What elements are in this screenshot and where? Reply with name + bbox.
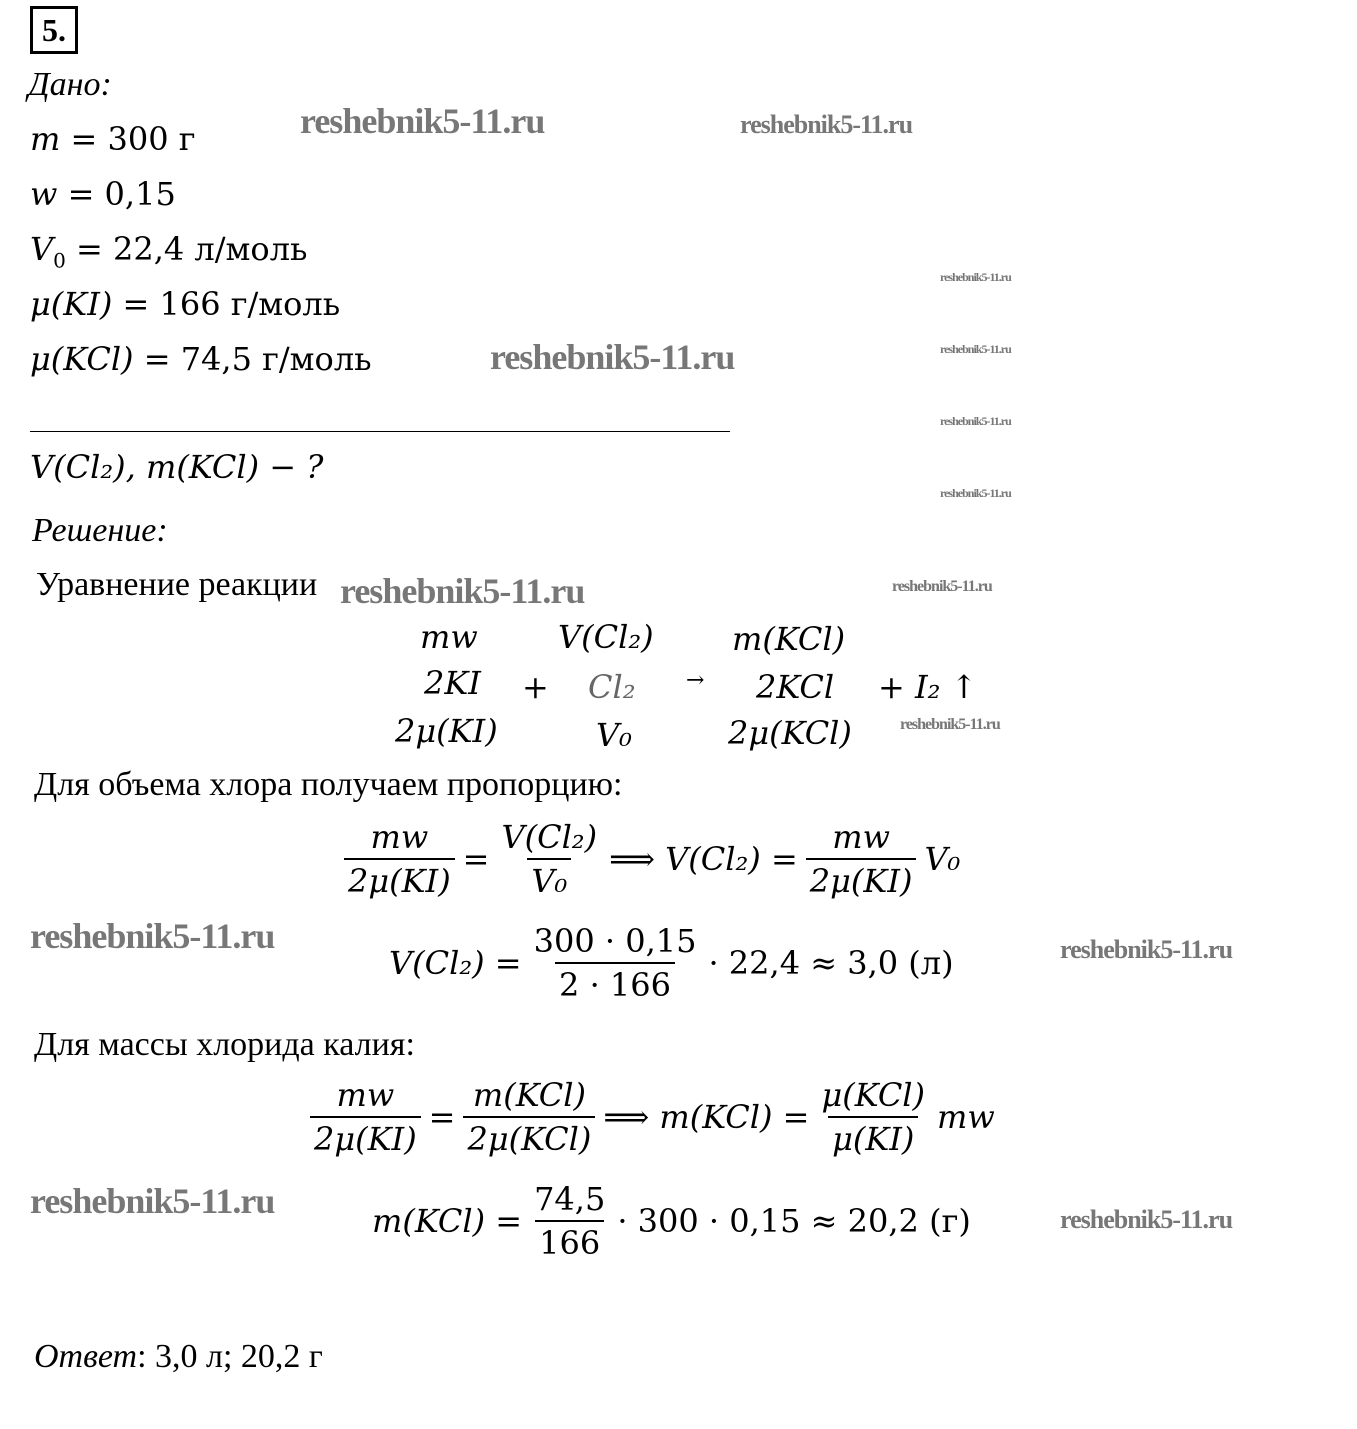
watermark: reshebnik5-11.ru	[940, 270, 1011, 284]
volume-proportion: $\frac{mw}{2\mu(KI)}$ = $\frac{\text{V(Cl₂)}}{\text{V₀}}$ ⟹ V(Cl₂) = $\frac{mw}{2\mu(KI)}$ V₀	[340, 818, 964, 900]
watermark: reshebnik5-11.ru	[740, 110, 913, 139]
divider	[30, 431, 730, 432]
reaction-top-cl2: V(Cl₂)	[558, 618, 654, 656]
watermark: reshebnik5-11.ru	[900, 716, 1000, 733]
answer-label: Ответ	[34, 1338, 138, 1375]
given-molar-mass-ki: μ(KI) = 166 г/моль	[30, 285, 341, 323]
reaction-kcl: 2KCl	[756, 668, 835, 706]
given-molar-volume: $V_0 = 22,4$ л/моль	[30, 230, 308, 273]
watermark: reshebnik5-11.ru	[490, 337, 735, 377]
volume-label: Для объема хлора получаем пропорцию:	[34, 766, 623, 803]
reaction-top-ki: mw	[420, 618, 478, 656]
watermark: reshebnik5-11.ru	[940, 414, 1011, 428]
given-fraction: w = 0,15	[30, 175, 176, 213]
find-text: V(Cl₂), m(KCl) − ?	[30, 448, 324, 486]
watermark: reshebnik5-11.ru	[892, 578, 992, 595]
volume-calculation: V(Cl₂) = $\frac{300 \cdot 0,15}{2 \cdot 166}$ · 22,4 ≈ 3,0 (л)	[389, 922, 954, 1004]
reaction-top-kcl: m(KCl)	[732, 620, 846, 658]
problem-number: 5.	[30, 6, 78, 54]
reaction-ki: 2KI	[424, 664, 481, 702]
answer-value: : 3,0 л; 20,2 г	[137, 1338, 323, 1375]
watermark: reshebnik5-11.ru	[30, 916, 275, 956]
reaction-bottom-ki: 2μ(KI)	[395, 712, 498, 750]
watermark: reshebnik5-11.ru	[1060, 1205, 1233, 1234]
reaction-bottom-kcl: 2μ(KCl)	[728, 714, 852, 752]
mass-label: Для массы хлорида калия:	[34, 1026, 415, 1063]
given-mass: m = 300 г	[30, 120, 196, 158]
reaction-bottom-cl2: V₀	[596, 716, 632, 754]
watermark: reshebnik5-11.ru	[940, 342, 1011, 356]
watermark: reshebnik5-11.ru	[30, 1181, 275, 1221]
reaction-arrow: →	[686, 668, 705, 693]
watermark: reshebnik5-11.ru	[300, 101, 545, 141]
watermark: reshebnik5-11.ru	[940, 486, 1011, 500]
reaction-plus: +	[522, 668, 549, 706]
mass-calculation: m(KCl) = $\frac{74,5}{166}$ · 300 · 0,15 ≈ 20,2 (г)	[372, 1180, 971, 1262]
given-molar-mass-kcl: μ(KCl) = 74,5 г/моль	[30, 340, 372, 378]
watermark: reshebnik5-11.ru	[1060, 935, 1233, 964]
answer	[34, 1338, 323, 1376]
reaction-i2: + I₂ ↑	[878, 668, 978, 706]
mass-proportion: $\frac{mw}{2\mu(KI)}$ = $\frac{\text{m(KCl)}}{\text{2μ(KCl)}}$ ⟹ m(KCl) = $\frac{\text{μ(KCl)}}{\mu(KI)}$ mw	[306, 1076, 999, 1158]
solution-label: Решение:	[32, 512, 168, 549]
reaction-cl2: Cl₂	[588, 668, 636, 706]
reaction-label: Уравнение реакции	[36, 566, 318, 603]
watermark: reshebnik5-11.ru	[340, 571, 585, 611]
given-label: Дано:	[28, 66, 112, 103]
